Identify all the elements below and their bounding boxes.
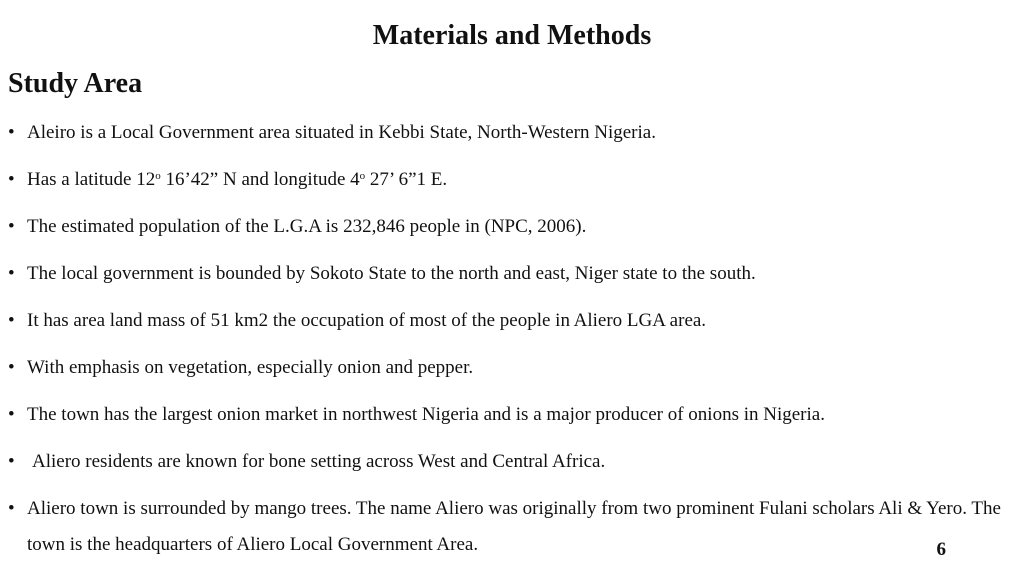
bullet-icon: • xyxy=(8,404,15,425)
list-item xyxy=(8,213,1020,240)
bullet-icon: • xyxy=(8,310,15,331)
bullet-text: The local government is bounded by Sokoto State to the north and east, Niger state to the south. xyxy=(27,263,756,284)
bullet-icon: • xyxy=(8,216,15,237)
bullet-text xyxy=(27,169,447,190)
bullet-text: With emphasis on vegetation, especially onion and pepper. xyxy=(27,357,474,378)
bullet-icon: • xyxy=(8,169,15,190)
bullet-text: It has area land mass of 51 km2 the occupation of most of the people in Aliero LGA area. xyxy=(27,310,707,331)
latitude-text: Has a latitude 12 xyxy=(27,169,156,190)
bullet-text: Aliero town is surrounded by mango trees. The name Aliero was originally from two prominent Fulani scholars Ali & Yero. The town is the headquarters of Aliero Local Government Area. xyxy=(27,498,1001,555)
list-item xyxy=(8,401,1020,428)
bullet-icon: • xyxy=(8,498,15,519)
section-heading: Study Area xyxy=(8,68,143,99)
list-item xyxy=(8,448,1020,475)
page-number: 6 xyxy=(936,539,946,560)
bullet-list xyxy=(8,119,1020,583)
list-item xyxy=(8,166,1020,193)
bullet-text: The estimated population of the L.G.A is 232,846 people in (NPC, 2006). xyxy=(27,216,587,237)
bullet-icon: • xyxy=(8,122,15,143)
bullet-icon: • xyxy=(8,263,15,284)
bullet-text: Aleiro is a Local Government area situated in Kebbi State, North-Western Nigeria. xyxy=(27,122,656,143)
bullet-text: Aliero residents are known for bone setting across West and Central Africa. xyxy=(32,451,606,472)
list-item xyxy=(8,260,1020,287)
list-item xyxy=(8,119,1020,146)
longitude-rest-text: 27’ 6”1 E. xyxy=(365,169,448,190)
slide-title: Materials and Methods xyxy=(372,20,652,51)
bullet-icon: • xyxy=(8,357,15,378)
degree-superscript: o xyxy=(155,170,161,182)
bullet-icon: • xyxy=(8,451,15,472)
bullet-text: The town has the largest onion market in northwest Nigeria and is a major producer of onions in Nigeria. xyxy=(27,404,825,425)
list-item xyxy=(8,307,1020,334)
longitude-text: 16’42” N and longitude 4 xyxy=(160,169,360,190)
list-item xyxy=(8,491,1020,563)
degree-superscript: o xyxy=(359,170,366,182)
list-item xyxy=(8,354,1020,381)
